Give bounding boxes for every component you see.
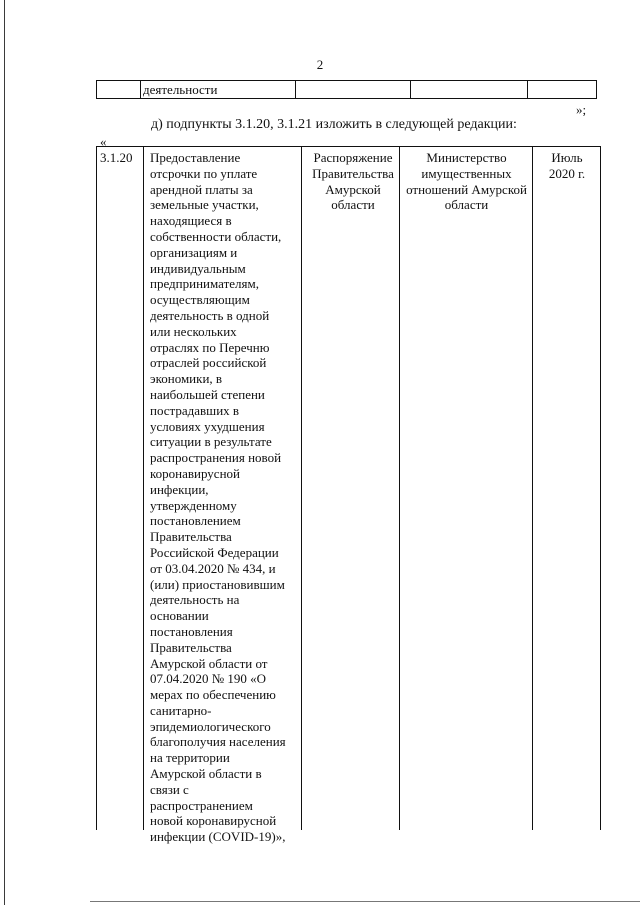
table-row-executor: Министерство имущественных отношений Амурской области — [406, 150, 527, 213]
table-row-number: 3.1.20 — [100, 150, 133, 165]
table-column-divider — [399, 147, 400, 830]
previous-table-cell-text: деятельности — [143, 82, 218, 97]
table-column-divider — [295, 81, 296, 98]
table-row-basis: Распоряжение Правительства Амурской области — [312, 150, 394, 213]
table-row-description: Предоставление отсрочки по уплате арендной платы за земельные участки, находящиеся в собственности области, организациям и индивидуальным предпринимателям, осуществляющим деятельность в одной или нескольких отраслях по Перечню отраслей российской экономики, в наибольшей степени пострадавших в условиях ухудшения ситуации в результате распространения новой коронавирусной инфекции, утвержденному постановлением Правительства Российской Федерации от 03.04.2020 № 434, и (или) приостановившим деятельность на основании постановления Правительства Амурской области от 07.04.2020 № 190 «О мерах по обеспечению санитарно- эпидемиологического благополучия населения на территории Амурской области в связи с распространением новой коронавирусной инфекции (COVID-19)», — [150, 150, 286, 845]
table-column-divider — [143, 147, 144, 830]
amendment-instruction: д) подпункты 3.1.20, 3.1.21 изложить в следующей редакции: — [151, 117, 517, 132]
table-column-divider — [527, 81, 528, 98]
previous-table-fragment — [96, 80, 597, 99]
table-column-divider — [410, 81, 411, 98]
scan-left-edge-line — [4, 0, 5, 905]
page-number: 2 — [316, 57, 324, 72]
measures-table — [96, 146, 601, 845]
table-row-term: Июль 2020 г. — [548, 150, 586, 181]
scan-bottom-edge-line — [90, 901, 640, 902]
table-column-divider — [140, 81, 141, 98]
table-column-divider — [532, 147, 533, 830]
opening-quote: « — [100, 134, 107, 149]
closing-quote: »; — [576, 102, 587, 117]
